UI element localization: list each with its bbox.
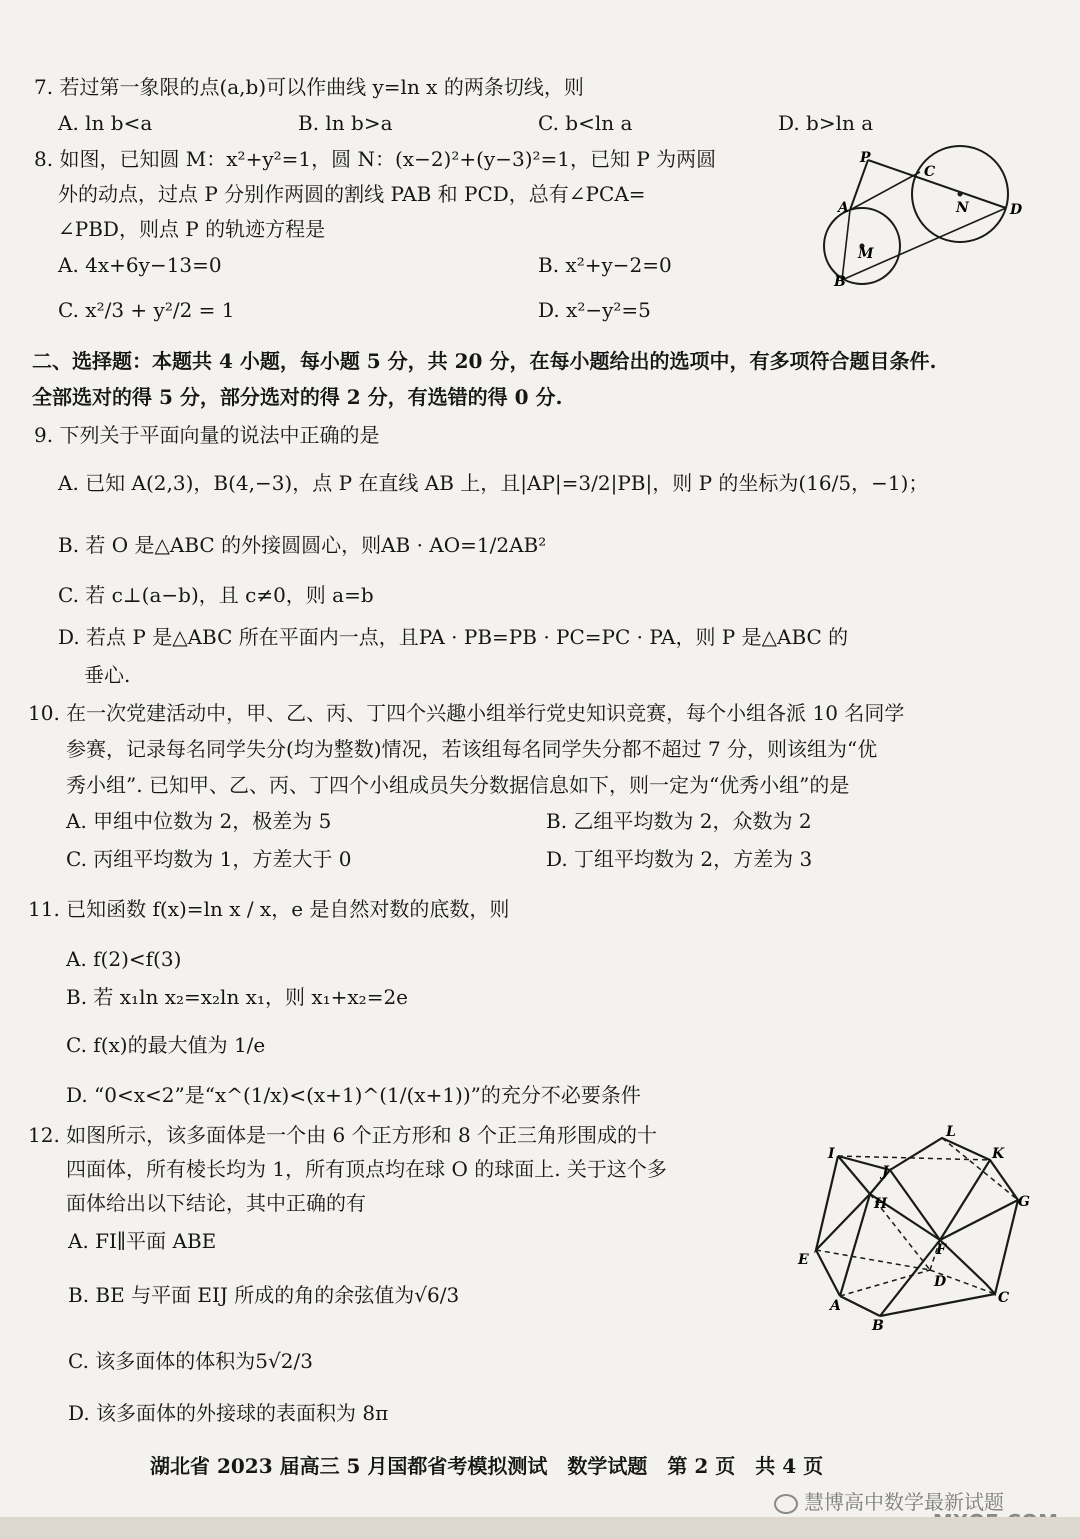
q11-option-b: B. 若 x₁ln x₂=x₂ln x₁，则 x₁+x₂=2e — [66, 985, 409, 1009]
q7-option-c: C. b<ln a — [538, 111, 633, 135]
q8-option-c: C. x²/3 + y²/2 = 1 — [58, 298, 235, 322]
segment-ab — [842, 210, 850, 280]
q10-option-b: B. 乙组平均数为 2，众数为 2 — [546, 809, 812, 833]
q11-option-c: C. f(x)的最大值为 1/e — [66, 1033, 266, 1057]
q10-option-a: A. 甲组中位数为 2，极差为 5 — [66, 809, 332, 833]
q10-stem-line-3: 秀小组”. 已知甲、乙、丙、丁四个小组成员失分数据信息如下，则一定为“优秀小组”的是 — [66, 773, 850, 797]
q12-stem-line-1: 12. 如图所示，该多面体是一个由 6 个正方形和 8 个正三角形围成的十 — [28, 1123, 658, 1147]
label-p: P — [860, 150, 871, 166]
label-h: H — [874, 1196, 888, 1212]
q12-option-b: B. BE 与平面 EIJ 所成的角的余弦值为√6/3 — [68, 1283, 460, 1307]
q9-option-d: D. 若点 P 是△ABC 所在平面内一点，且PA · PB=PB · PC=PC · PA，则 P 是△ABC 的 — [58, 625, 849, 649]
q12-option-d: D. 该多面体的外接球的表面积为 8π — [68, 1401, 389, 1425]
q11-option-a: A. f(2)<f(3) — [66, 947, 182, 971]
label-a: A — [838, 200, 849, 216]
section2-line-1: 二、选择题：本题共 4 小题，每小题 5 分，共 20 分，在每小题给出的选项中，有多项符合题目条件. — [32, 349, 937, 373]
q12-option-a: A. FI∥平面 ABE — [68, 1229, 217, 1253]
label-b-poly: B — [872, 1318, 884, 1334]
q8-option-d: D. x²−y²=5 — [538, 298, 651, 322]
label-l: L — [946, 1124, 956, 1140]
label-a-poly: A — [830, 1298, 841, 1314]
polyhedron-solid-edges — [816, 1138, 1018, 1316]
q12-stem-line-2: 四面体，所有棱长均为 1，所有顶点均在球 O 的球面上. 关于这个多 — [66, 1157, 667, 1181]
q8-stem-line-1: 8. 如图，已知圆 M：x²+y²=1，圆 N：(x−2)²+(y−3)²=1，已知 P 为两圆 — [34, 147, 717, 171]
q7-option-a: A. ln b<a — [58, 111, 153, 135]
q9-option-b: B. 若 O 是△ABC 的外接圆圆心，则AB · AO=1/2AB² — [58, 533, 547, 557]
q8-stem-line-3: ∠PBD，则点 P 的轨迹方程是 — [58, 217, 326, 241]
label-b: B — [834, 274, 846, 290]
label-g: G — [1018, 1194, 1030, 1210]
q12-stem-line-3: 面体给出以下结论，其中正确的有 — [66, 1191, 366, 1215]
label-d-poly: D — [934, 1274, 947, 1290]
watermark-label: 慧博高中数学最新试题 — [804, 1490, 1004, 1514]
q8-option-b: B. x²+y−2=0 — [538, 253, 672, 277]
q11-option-d: D. “0<x<2”是“x^(1/x)<(x+1)^(1/(x+1))”的充分不必要条件 — [66, 1083, 641, 1107]
label-m: M — [858, 246, 874, 262]
label-k: K — [992, 1146, 1005, 1162]
section2-line-2: 全部选对的得 5 分，部分选对的得 2 分，有选错的得 0 分. — [32, 385, 563, 409]
q8-stem-line-2: 外的动点，过点 P 分别作两圆的割线 PAB 和 PCD，总有∠PCA= — [58, 182, 646, 206]
label-i: I — [828, 1146, 835, 1162]
label-n: N — [956, 200, 969, 216]
page-footer: 湖北省 2023 届高三 5 月国都省考模拟测试 数学试题 第 2 页 共 4 页 — [150, 1454, 824, 1478]
two-circles-figure — [820, 140, 1040, 290]
center-n-point — [958, 192, 963, 197]
polyhedron-figure — [790, 1120, 1050, 1340]
q10-stem-line-2: 参赛，记录每名同学失分(均为整数)情况，若该组每名同学失分都不超过 7 分，则该组为“优 — [66, 737, 878, 761]
wechat-icon — [774, 1494, 798, 1514]
q11-stem: 11. 已知函数 f(x)=ln x / x，e 是自然对数的底数，则 — [28, 897, 510, 921]
bottom-edge — [0, 1517, 1080, 1539]
segment-pd — [868, 160, 1006, 208]
segment-bd — [842, 208, 1006, 280]
label-c-poly: C — [998, 1290, 1010, 1306]
segment-ac — [850, 172, 920, 210]
q12-option-c: C. 该多面体的体积为5√2/3 — [68, 1349, 313, 1373]
q7-option-b: B. ln b>a — [298, 111, 393, 135]
label-d: D — [1010, 202, 1023, 218]
q7-option-d: D. b>ln a — [778, 111, 874, 135]
q9-stem: 9. 下列关于平面向量的说法中正确的是 — [34, 423, 380, 447]
q7-stem: 7. 若过第一象限的点(a,b)可以作曲线 y=ln x 的两条切线，则 — [34, 75, 584, 99]
q10-option-c: C. 丙组平均数为 1，方差大于 0 — [66, 847, 352, 871]
label-j: J — [882, 1164, 889, 1180]
q9-option-d-cont: 垂心. — [84, 663, 131, 687]
q8-option-a: A. 4x+6y−13=0 — [58, 253, 222, 277]
q9-option-c: C. 若 c⊥(a−b)，且 c≠0，则 a=b — [58, 583, 374, 607]
q10-stem-line-1: 10. 在一次党建活动中，甲、乙、丙、丁四个兴趣小组举行党史知识竞赛，每个小组各派 10 名同学 — [28, 701, 905, 725]
label-c: C — [924, 164, 936, 180]
label-e: E — [798, 1252, 809, 1268]
q9-option-a: A. 已知 A(2,3)，B(4,−3)，点 P 在直线 AB 上，且|AP|=3/2|PB|，则 P 的坐标为(16/5，−1)； — [58, 471, 929, 495]
label-f: F — [936, 1242, 946, 1258]
q10-option-d: D. 丁组平均数为 2，方差为 3 — [546, 847, 813, 871]
